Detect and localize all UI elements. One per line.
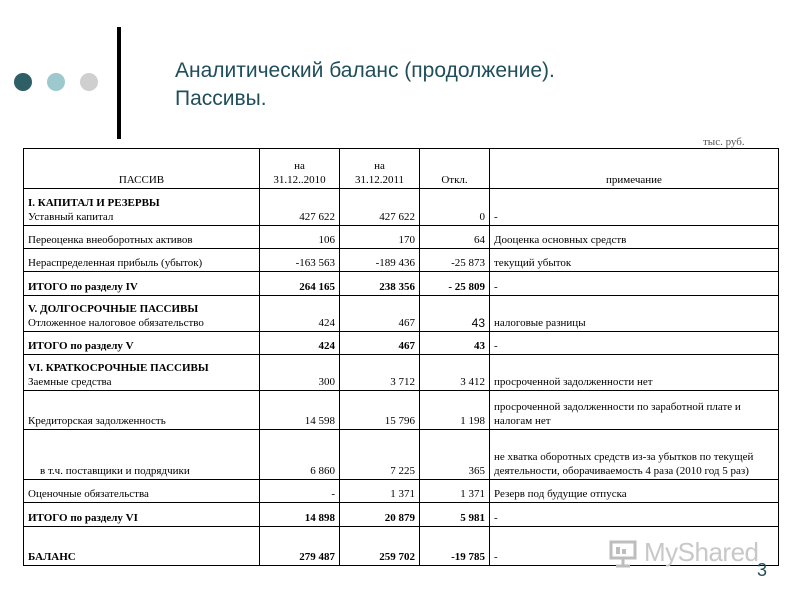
row-diff: 5 981	[420, 503, 490, 527]
header-note: примечание	[490, 149, 779, 189]
watermark	[608, 537, 759, 568]
watermark-text: MyShared	[644, 537, 759, 567]
row-note: просроченной задолженности по заработной плате и налогам нет	[490, 391, 779, 430]
row-2010: 300	[260, 355, 340, 391]
decor-dot-2	[47, 73, 65, 91]
row-note: -	[490, 332, 779, 355]
header-passiv: ПАССИВ	[24, 149, 260, 189]
row-name: I. КАПИТАЛ И РЕЗЕРВЫ Уставный капитал	[24, 189, 260, 226]
row-diff: 365	[420, 430, 490, 480]
table-row	[24, 430, 779, 480]
row-note: Дооценка основных средств	[490, 226, 779, 249]
header-2011: на 31.12.2011	[340, 149, 420, 189]
row-diff: 43	[420, 332, 490, 355]
row-name: VI. КРАТКОСРОЧНЫЕ ПАССИВЫ Заемные средства	[24, 355, 260, 391]
row-2011: 20 879	[340, 503, 420, 527]
table-header-row	[24, 149, 779, 189]
table-row	[24, 480, 779, 503]
decor-dot-3	[80, 73, 98, 91]
page-number: 3	[757, 560, 768, 580]
row-2011: -189 436	[340, 249, 420, 272]
row-2011: 15 796	[340, 391, 420, 430]
row-2011: 467	[340, 296, 420, 332]
table-row	[24, 391, 779, 430]
table-row	[24, 189, 779, 226]
row-name: V. ДОЛГОСРОЧНЫЕ ПАССИВЫ Отложенное налоговое обязательство	[24, 296, 260, 332]
page-title	[175, 57, 555, 113]
row-name: ИТОГО по разделу VI	[24, 503, 260, 527]
row-note: -	[490, 503, 779, 527]
table-row-total	[24, 332, 779, 355]
row-2011: 259 702	[340, 527, 420, 566]
row-2011: 1 371	[340, 480, 420, 503]
table-row	[24, 249, 779, 272]
row-2010: 14 898	[260, 503, 340, 527]
row-diff: -25 873	[420, 249, 490, 272]
table-row	[24, 226, 779, 249]
row-diff: 64	[420, 226, 490, 249]
row-note: налоговые разницы	[490, 296, 779, 332]
presentation-board-icon	[608, 538, 638, 568]
row-diff: 43	[420, 296, 490, 332]
row-2011: 238 356	[340, 272, 420, 296]
row-name: Кредиторская задолженность	[24, 391, 260, 430]
row-2010: 279 487	[260, 527, 340, 566]
units-label: тыс. руб.	[703, 136, 745, 148]
row-diff: 0	[420, 189, 490, 226]
row-2011: 467	[340, 332, 420, 355]
row-name: Переоценка внеоборотных активов	[24, 226, 260, 249]
table-row	[24, 355, 779, 391]
row-2011: 3 712	[340, 355, 420, 391]
row-2010: -163 563	[260, 249, 340, 272]
row-note: -	[490, 272, 779, 296]
row-2010: 106	[260, 226, 340, 249]
row-2010: -	[260, 480, 340, 503]
row-2010: 424	[260, 296, 340, 332]
row-2011: 7 225	[340, 430, 420, 480]
balance-table	[23, 148, 779, 566]
row-note: просроченной задолженности нет	[490, 355, 779, 391]
section-title: I. КАПИТАЛ И РЕЗЕРВЫ	[28, 197, 160, 209]
section-title: VI. КРАТКОСРОЧНЫЕ ПАССИВЫ	[28, 362, 209, 374]
header-diff: Откл.	[420, 149, 490, 189]
header-2010: на 31.12..2010	[260, 149, 340, 189]
row-diff: - 25 809	[420, 272, 490, 296]
row-note: текущий убыток	[490, 249, 779, 272]
table-row	[24, 296, 779, 332]
row-name: БАЛАНС	[24, 527, 260, 566]
row-2010: 427 622	[260, 189, 340, 226]
title-line-2: Пассивы.	[175, 87, 267, 110]
row-2011: 427 622	[340, 189, 420, 226]
row-diff: -19 785	[420, 527, 490, 566]
table-row-total	[24, 503, 779, 527]
row-name: Оценочные обязательства	[24, 480, 260, 503]
row-diff: 3 412	[420, 355, 490, 391]
row-2010: 6 860	[260, 430, 340, 480]
row-diff: 1 198	[420, 391, 490, 430]
decor-dot-1	[14, 73, 32, 91]
row-name: ИТОГО по разделу V	[24, 332, 260, 355]
row-2010: 264 165	[260, 272, 340, 296]
row-name: ИТОГО по разделу IV	[24, 272, 260, 296]
table-row-total	[24, 272, 779, 296]
row-name: в т.ч. поставщики и подрядчики	[24, 430, 260, 480]
section-title: V. ДОЛГОСРОЧНЫЕ ПАССИВЫ	[28, 303, 199, 315]
row-note: не хватка оборотных средств из-за убытков по текущей деятельности, оборачиваемость 4 раза (2010 год 5 раз)	[490, 430, 779, 480]
row-note: Резерв под будущие отпуска	[490, 480, 779, 503]
row-note: -	[490, 527, 779, 566]
title-divider	[117, 27, 121, 139]
row-2011: 170	[340, 226, 420, 249]
row-diff: 1 371	[420, 480, 490, 503]
row-note: -	[490, 189, 779, 226]
row-name: Нераспределенная прибыль (убыток)	[24, 249, 260, 272]
row-2010: 14 598	[260, 391, 340, 430]
title-line-1: Аналитический баланс (продолжение).	[175, 59, 555, 82]
row-2010: 424	[260, 332, 340, 355]
